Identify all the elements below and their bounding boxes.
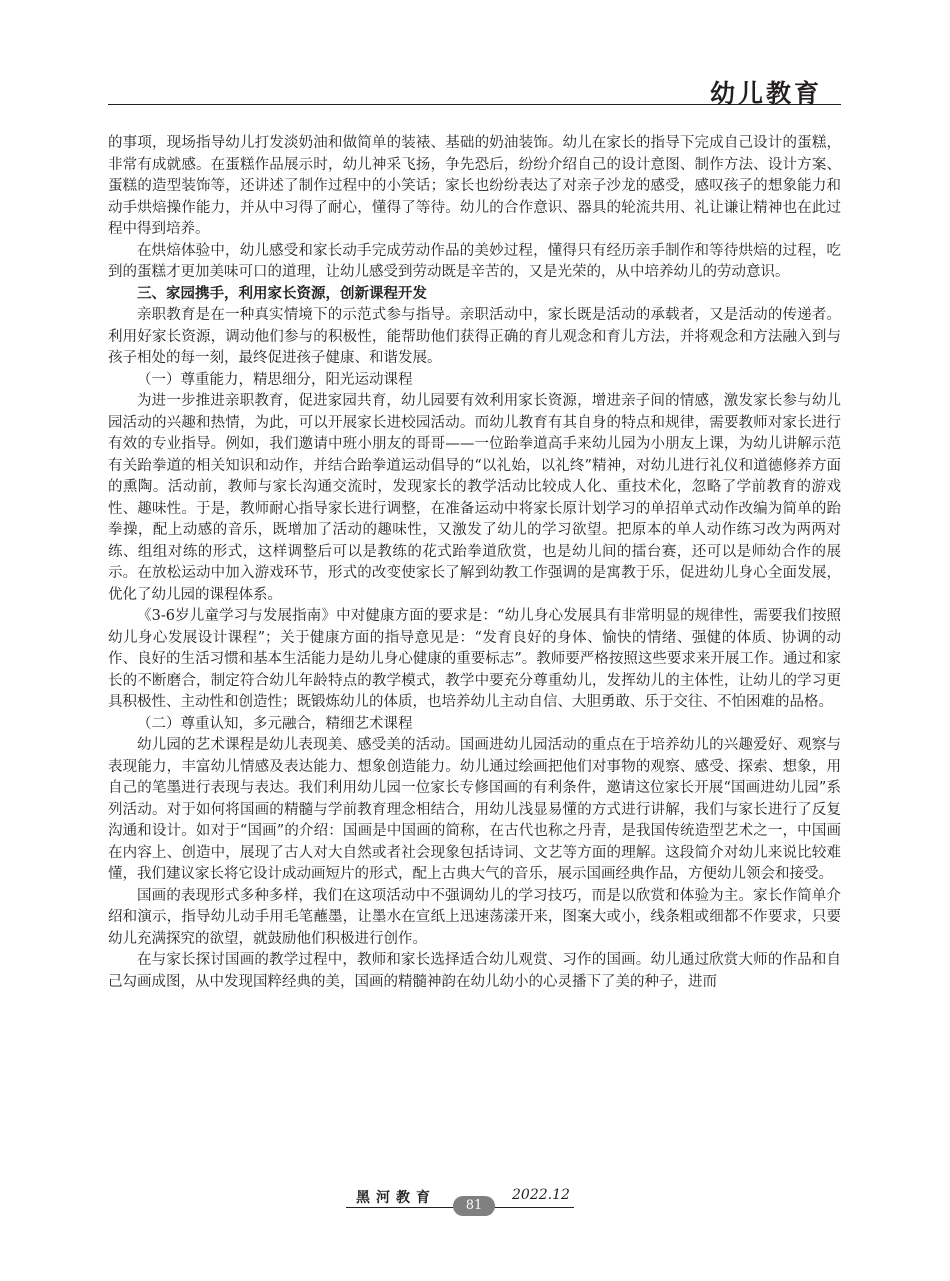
paragraph: 的事项，现场指导幼儿打发淡奶油和做简单的装裱、基础的奶油装饰。幼儿在家长的指导下完成自己设计的蛋糕，非常有成就感。在蛋糕作品展示时，幼儿神采飞扬，争先恐后，纷纷介绍自己的设计意图、制作方法、设计方案、蛋糕的造型装饰等，还讲述了制作过程中的小笑话；家长也纷纷表达了对亲子沙龙的感受，感叹孩子的想象能力和动手烘焙操作能力，并从中习得了耐心，懂得了等待。幼儿的合作意识、器具的轮流共用、礼让谦让精神也在此过程中得到培养。: [108, 135, 841, 237]
footer-issue-date: 2022.12: [512, 1187, 570, 1203]
paragraph: 为进一步推进亲职教育，促进家园共育，幼儿园要有效利用家长资源，增进亲子间的情感，激发家长参与幼儿园活动的兴趣和热情，为此，可以开展家长进校园活动。而幼儿教育有其自身的特点和规律，需要教师对家长进行有效的专业指导。例如，我们邀请中班小朋友的哥哥——一位跆拳道高手来幼儿园为小朋友上课，为幼儿讲解示范有关跆拳道的相关知识和动作，并结合跆拳道运动倡导的“以礼始，以礼终”精神，对幼儿进行礼仪和道德修养方面的熏陶。活动前，教师与家长沟通交流时，发现家长的教学活动比较成人化、重技术化，忽略了学前教育的游戏性、趣味性。于是，教师耐心指导家长进行调整，在准备运动中将家长原计划学习的单招单式动作改编为简单的跆拳操，配上动感的音乐，既增加了活动的趣味性，又激发了幼儿的学习欲望。把原本的单人动作练习改为两两对练、组组对练的形式，这样调整后可以是教练的花式跆拳道欣赏，也是幼儿间的擂台赛，还可以是师幼合作的展示。在放松运动中加入游戏环节，形式的改变使家长了解到幼教工作强调的是寓教于乐，促进幼儿身心全面发展，优化了幼儿园的课程体系。: [108, 393, 841, 603]
subsection-heading: （二）尊重认知，多元融合，精细艺术课程: [137, 715, 413, 732]
paragraph: 在烘焙体验中，幼儿感受和家长动手完成劳动作品的美妙过程，懂得只有经历亲手制作和等待烘焙的过程，吃到的蛋糕才更加美味可口的道理，让幼儿感受到劳动既是辛苦的，又是光荣的，从中培养幼儿的劳动意识。: [108, 242, 841, 280]
paragraph: 《3-6岁儿童学习与发展指南》中对健康方面的要求是：“幼儿身心发展具有非常明显的规律性，需要我们按照幼儿身心发展设计课程”；关于健康方面的指导意见是：“发育良好的身体、愉快的情绪、强健的体质、协调的动作、良好的生活习惯和基本生活能力是幼儿身心健康的重要标志”。教师要严格按照这些要求来开展工作。通过和家长的不断磨合，制定符合幼儿年龄特点的教学模式，教学中要充分尊重幼儿，发挥幼儿的主体性，让幼儿的学习更具积极性、主动性和创造性；既锻炼幼儿的体质，也培养幼儿主动自信、大胆勇敢、乐于交往、不怕困难的品格。: [108, 608, 841, 710]
footer-journal-name: 黑河教育: [356, 1190, 436, 1206]
article-body: [108, 133, 841, 993]
header-rule: [108, 104, 841, 105]
running-header-title: 幼儿教育: [709, 79, 822, 108]
paragraph: 在与家长探讨国画的教学过程中，教师和家长选择适合幼儿观赏、习作的国画。幼儿通过欣赏大师的作品和自己勾画成图，从中发现国粹经典的美，国画的精髓神韵在幼儿幼小的心灵播下了美的种子，进而: [108, 952, 841, 990]
section-heading: 三、家园携手，利用家长资源，创新课程开发: [137, 285, 427, 302]
paragraph: 国画的表现形式多种多样，我们在这项活动中不强调幼儿的学习技巧，而是以欣赏和体验为主。家长作简单介绍和演示，指导幼儿动手用毛笔蘸墨，让墨水在宣纸上迅速荡漾开来，图案大或小，线条粗或细都不作要求，只要幼儿充满探究的欲望，就鼓励他们积极进行创作。: [108, 887, 841, 947]
page-number-badge: 81: [453, 1196, 495, 1216]
paragraph: 幼儿园的艺术课程是幼儿表现美、感受美的活动。国画进幼儿园活动的重点在于培养幼儿的兴趣爱好、观察与表现能力，丰富幼儿情感及表达能力、想象创造能力。幼儿通过绘画把他们对事物的观察、感受、探索、想象，用自己的笔墨进行表现与表达。我们利用幼儿园一位家长专修国画的有利条件，邀请这位家长开展“国画进幼儿园”系列活动。对于如何将国画的精髓与学前教育理念相结合，用幼儿浅显易懂的方式进行讲解，我们与家长进行了反复沟通和设计。如对于“国画”的介绍：国画是中国画的简称，在古代也称之丹青，是我国传统造型艺术之一，中国画在内容上、创造中，展现了古人对大自然或者社会现象包括诗词、文艺等方面的理解。这段简介对幼儿来说比较难懂，我们建议家长将它设计成动画短片的形式，配上古典大气的音乐，展示国画经典作品，方便幼儿领会和接受。: [108, 737, 841, 882]
page-footer: [340, 1187, 580, 1217]
paragraph: 亲职教育是在一种真实情境下的示范式参与指导。亲职活动中，家长既是活动的承载者，又是活动的传递者。利用好家长资源，调动他们参与的积极性，能帮助他们获得正确的育儿观念和育儿方法，并将观念和方法融入到与孩子相处的每一刻，最终促进孩子健康、和谐发展。: [108, 307, 841, 366]
subsection-heading: （一）尊重能力，精思细分，阳光运动课程: [137, 371, 413, 388]
